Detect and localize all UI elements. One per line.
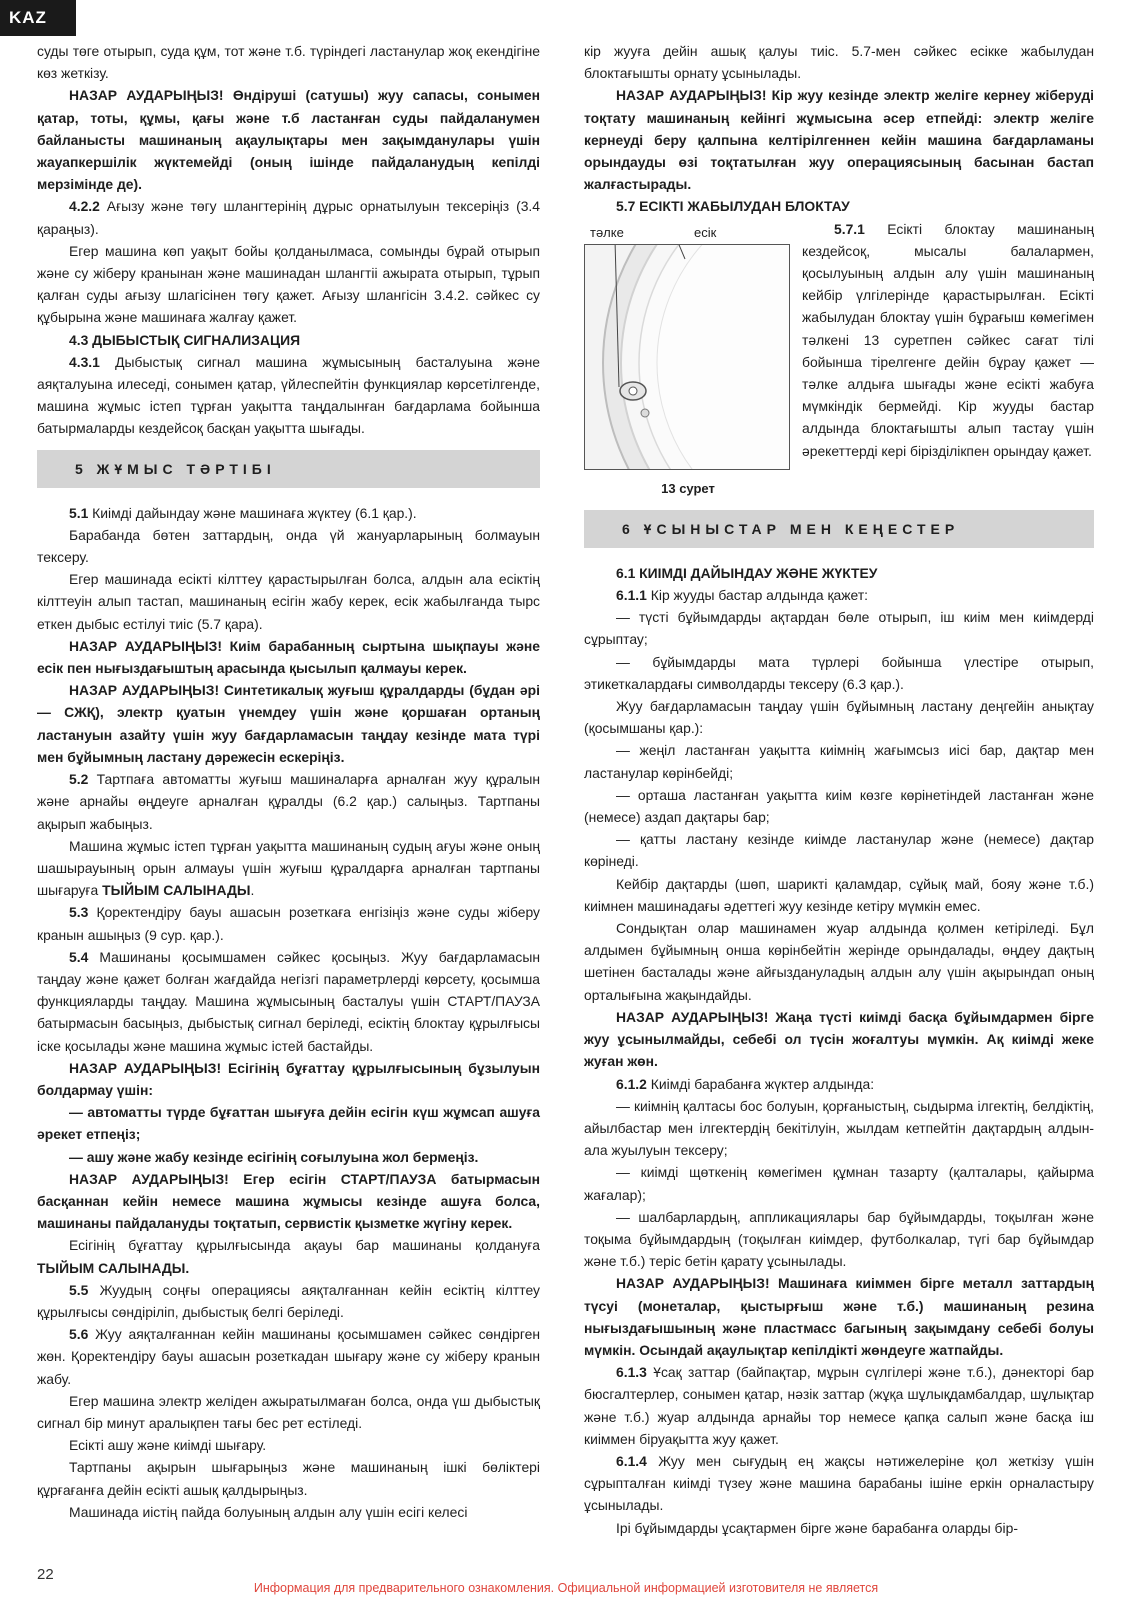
figure-labels [584,220,792,244]
paragraph: Есікті ашу және киімді шығару. [69,1437,267,1454]
paragraph: Егер машинада есікті кілттеу қарастырылған болса, алдын ала есіктің кілттеуін алып тастап, машинаның есігін жабу керек, есік жабылғанда тырс еткен дыбыс естілуі тиіс (5.7 қара). [37,571,540,632]
paragraph-text: Тартпаға автоматты жуғыш машиналарға арналған жуу құралын және арнайы өңдеуге арналған құралды (6.2 қар.) салыңыз. Тартпаны ақырып жабыңыз. [37,771,540,832]
subsection-heading: 4.3 ДЫБЫСТЫҚ СИГНАЛИЗАЦИЯ [69,331,301,348]
paragraph [37,195,540,239]
paragraph [37,1279,540,1323]
paragraph-text: Дыбыстық сигнал машина жұмысының басталуына және аяқталуына илеседі, сонымен қатар, үйлеспейтін функциялар көрсетілгенде, машина жұмыс істеп тұрған уақытта таңдалынған бағдарлама бойынша батырмаларды кездейсоқ басқан уақытта шығады. [37,353,540,437]
clause-number: 5.1 [69,504,89,521]
paragraph [37,351,540,440]
section-heading: 5 ЖҰМЫС ТӘРТІБІ [37,450,540,488]
paragraph [37,1323,540,1390]
clause-number: 6.1.2 [616,1075,647,1092]
paragraph: Кейбір дақтарды (шөп, шарикті қаламдар, сұйық май, бояу және т.б.) киімнен машинадағы әдеттегі жуу кезінде кетіру мүмкін емес. [584,875,1094,914]
paragraph: Ірі бұйымдарды ұсақтармен бірге және барабанға оларды бір- [616,1519,1018,1536]
language-tag: KAZ [0,0,76,36]
clause-number: 6.1.3 [616,1364,647,1381]
list-item: — орташа ластанған уақытта киім көзге көрінетіндей ластанған және (немесе) аздап дақтары бар; [584,786,1094,826]
warning-paragraph: НАЗАР АУДАРЫҢЫЗ! Синтетикалық жуғыш құралдарды (бұдан әрі — СЖҚ), электр қуатын үнемдеу үшін және қоршаған ортаның ластануын азайту үшін жуу бағдарламасын таңдау кезінде мата түрі мен бұйымның ластану дәрежесін ескеріңіз. [37,682,540,765]
paragraph-text: Ағызу және төгу шлангтерінің дұрыс орнатылуын тексеріңіз (3.4 қараңыз). [37,198,540,237]
paragraph-text: . [250,882,255,899]
paragraph [37,1234,540,1278]
list-item: — киімнің қалтасы бос болуын, қорғаныстың, сыдырма ілгектің, белдіктің, айылбастар мен ілгектердің бекітілуін, жылдам кетпейтін дақтардың алдын-ала жуылуын тексеру; [584,1097,1094,1159]
paragraph-text: Жуу мен сығудың ең жақсы нәтижелеріне қол жеткізу үшін сұрыпталған киімді түзеу және машина барабаны ішіне еркін орналастыру ұсынылады. [584,1452,1094,1514]
paragraph [37,946,540,1057]
paragraph: Тартпаны ақырын шығарыңыз және машинаның ішкі бөліктері құрғағанға дейін есікті ашық қалдырыңыз. [37,1459,540,1498]
paragraph-text: Есікті блоктау машинаның кездейсоқ, мысалы балалармен, қосылуының алдын алу үшін машинаның кейбір үлгілерінде қарастырылған. Есікті жабылудан блоктау үшін бұрағыш көмегімен тәлкені 13 суретпен сәйкес сағат тілі бойынша тірелгенге дейін бұрау қажет — тәлке алдыға шығады және есікті жабуға мүмкіндік бермейді. Кір жууды бастар алдында блоктағышты алып тастау үшін әрекеттерді кері бірізділікпен орындау қажет. [802,220,1094,459]
paragraph-text: Машина жұмыс істеп тұрған уақытта машинаның судың ағуы және оның шашырауының орын алмауы үшін жуғыш құралдарға арналған тартпаны шығаруға [37,837,540,899]
paragraph-text: Есігінің бұғаттау құрылғысында ақауы бар машинаны қолдануға [69,1237,540,1254]
figure-caption: 13 сурет [661,480,715,496]
paragraph-text: Машинаны қосымшамен сәйкес қосыңыз. Жуу бағдарламасын таңдау және қажет болған жағдайда негізгі параметрлерді көрсету, қосымша функцияларды таңдау. Машина жұмысының басталуы үшін СТАРТ/ПАУЗА батырмасын басыңыз, дыбыстық сигнал беріледі, есіктің блоктау құрылғысы іске қосылады және машина жұмыс істей бастайды. [37,948,540,1054]
warning-paragraph: НАЗАР АУДАРЫҢЫЗ! Өндіруші (сатушы) жуу сапасы, сонымен қатар, тоты, құмы, қағы және т.б ластанған суды пайдаланумен байланысты машинаның ақаулықтары мен зақымданулары үшін жауапкершілік жүктемейді (оның ішінде пайдаланудың кепілді мерзімінде де). [37,87,540,193]
list-item: — киімді щөткенің көмегімен құмнан тазарту (қалталары, қайырма жағалар); [584,1164,1094,1203]
warning-paragraph: НАЗАР АУДАРЫҢЫЗ! Киім барабанның сыртына шықпауы және есік пен нығыздағыштың арасында қысылып қалмауы керек. [37,637,540,677]
paragraph: Жуу бағдарламасын таңдау үшін бұйымның ластану деңгейін анықтау (қосымшаны қар.): [584,698,1094,737]
warning-paragraph: НАЗАР АУДАРЫҢЫЗ! Егер есігін СТАРТ/ПАУЗА батырмасын басқаннан кейін немесе машина жұмысы кезінде ашуға болса, машинаны пайдалануды тоқтатып, сервистік қызметке жүгіну керек. [37,1170,540,1232]
door-lock-drawing [585,245,789,469]
clause-number: 5.7.1 [834,220,865,237]
section-heading: 6 ҰСЫНЫСТАР МЕН КЕҢЕСТЕР [584,510,1094,548]
right-column [584,40,1094,1539]
paragraph: Егер машина электр желіден ажыратылмаған болса, онда үш дыбыстық сигнал бір минут аралықпен тағы бес рет естіледі. [37,1392,540,1431]
warning-paragraph: НАЗАР АУДАРЫҢЫЗ! Кір жуу кезінде электр желіге кернеу жіберуді тоқтату машинаның кейінгі жұмысына әсер етпейді: электр желіге кернеуді беру қалпына келтірілгеннен кейін машина бағдарламаны орындауды өзі тоқтатылған жуу операциясының басынан бастап жалғастырады. [584,87,1094,193]
paragraph: суды төге отырып, суда құм, тот және т.б. түріндегі ластанулар жоқ екендігіне көз жеткізу. [37,43,540,82]
warning-paragraph: НАЗАР АУДАРЫҢЫЗ! Жаңа түсті киімді басқа бұйымдармен бірге жуу ұсынылмайды, себебі ол түсін жоғалтуы мүмкін. Ақ киімді жеке жуған жөн. [584,1008,1094,1070]
clause-number: 6.1.1 [616,587,647,604]
paragraph: Барабанда бөтен заттардың, онда үй жануарларының болмауын тексеру. [37,526,540,566]
paragraph-text: Қоректендіру бауы ашасын розеткаға енгізіңіз және суды жіберу кранын ашыңыз (9 сур. қар.). [37,904,540,943]
paragraph [37,502,540,524]
list-item: — шалбарлардың, аппликациялары бар бұйымдарды, тоқылған және тоқыма бұйымдардың (тоқылған киімдер, футболкалар, түгі бар бұйымдар және т.б.) теріс бетін қарату ұсынылады. [584,1208,1094,1270]
warning-paragraph: НАЗАР АУДАРЫҢЫЗ! Есігінің бұғаттау құрылғысының бұзылуын болдармау үшін: [37,1059,540,1098]
left-column [37,40,540,1523]
list-item: — түсті бұйымдарды ақтардан бөле отырып, іш киім мен киімдерді сұрыптау; [584,609,1094,648]
paragraph [584,1361,1094,1450]
subsection-heading: 5.7 ЕСІКТІ ЖАБЫЛУДАН БЛОКТАУ [616,198,850,215]
paragraph-text: Киімді барабанға жүктер алдында: [646,1075,875,1092]
paragraph-text: Жуудың соңғы операциясы аяқталғаннан кейін есіктің кілттеу құрылғысы сөндіріліп, дыбыстық белгі беріледі. [37,1281,540,1320]
disclaimer-text: Информация для предварительного ознакомления. Официальной информацией изготовителя не является [253,1581,879,1595]
door-illustration [584,244,790,470]
paragraph [584,584,1094,606]
clause-number: 5.3 [69,904,89,921]
paragraph-text: Кір жууды бастар алдында қажет: [646,587,869,604]
warning-list-item: — автоматты түрде бұғаттан шығуға дейін есігін күш жұмсап ашуға әрекет етпеңіз; [37,1104,540,1143]
paragraph [584,1073,1094,1095]
clause-number: 5.4 [69,948,89,965]
paragraph-text: Жуу аяқталғаннан кейін машинаны қосымшамен сәйкес сөндірген жөн. Қоректендіру бауы ашасын розеткадан шығару және су жіберу кранын жабу. [37,1326,540,1387]
list-item: — бұйымдарды мата түрлері бойынша үлестіре отырып, этикеткалардағы символдарды тексеру (6.3 қар.). [584,653,1094,692]
list-item: — жеңіл ластанған уақытта киімнің жағымсыз иісі бар, дақтар мен ластанулар көрінбейді; [584,742,1094,781]
prohibition-text: ТЫЙЫМ САЛЫНАДЫ. [37,1259,190,1276]
figure-block [584,218,1094,500]
clause-number: 4.2.2 [69,198,100,215]
warning-paragraph: НАЗАР АУДАРЫҢЫЗ! Машинаға киіммен бірге металл заттардың түсуі (монеталар, қыстырғыш және т.б.) машинаның резина нығыздағышының және пластмасс багының зақымдану себебі болуы мүмкін. Осындай ақаулықтар кепілдікті жөндеуге жатпайды. [584,1275,1094,1358]
paragraph [37,901,540,945]
paragraph: Егер машина көп уақыт бойы қолданылмаса, сомынды бұрай отырып және су жіберу кранынан және машинадан шлангтіі ажырата отырып, тұрып қалған суды ағызу шлагісінен төгу қажет. Ағызу шлангісін 3.4.2. сәйкес су құбырына және машинаға жалғау қажет. [37,242,540,326]
paragraph-text: Ұсақ заттар (байпақтар, мұрын сүлгілері және т.б.), дәнекторі бар бюсгалтерлер, сонымен қатар, нәзік заттар (жұқа шұлықдамбалдар, шұлықтар және т.б.) жуар алдында арнайы тор немесе қапқа салып және басқа іш киіммен біруақытта жуу қажет. [584,1364,1094,1447]
page-number: 22 [37,1566,54,1583]
clause-number: 6.1.4 [616,1452,647,1469]
clause-number: 5.2 [69,771,89,788]
paragraph [584,1450,1094,1517]
list-item: — қатты ластану кезінде киімде ластанулар және (немесе) дақтар көрінеді. [584,831,1094,870]
figure-label-door: есік [694,224,717,240]
paragraph [37,768,540,835]
paragraph: кір жууға дейін ашық қалуы тиіс. 5.7-мен сәйкес есікке жабылудан блоктағышты орнату ұсынылады. [584,43,1094,82]
prohibition-text: ТЫЙЫМ САЛЫНАДЫ [102,882,251,899]
paragraph-text: Киімді дайындау және машинаға жүктеу (6.1 қар.). [88,504,417,521]
clause-number: 4.3.1 [69,353,100,370]
paragraph: Машинада иістің пайда болуының алдын алу үшін есігі келесі [69,1503,468,1520]
warning-list-item: — ашу және жабу кезінде есігінің соғылуына жол бермеңіз. [69,1148,479,1165]
subsection-heading: 6.1 КИІМДІ ДАЙЫНДАУ ЖӘНЕ ЖҮКТЕУ [616,564,878,581]
clause-number: 5.5 [69,1281,89,1298]
figure-label-lever: тәлке [590,224,624,240]
paragraph: Сондықтан олар машинамен жуар алдында қолмен кетіріледі. Бұл алдымен бұйымның онша көрінбейтін жерінде орындалады, өңдеу дақтың шетінен басталады және айғыздануладың алдын алу үшін ақырындап оның орталығына жақындайды. [584,920,1094,1003]
clause-number: 5.6 [69,1326,89,1343]
figure-13 [584,220,792,500]
paragraph [37,835,540,902]
